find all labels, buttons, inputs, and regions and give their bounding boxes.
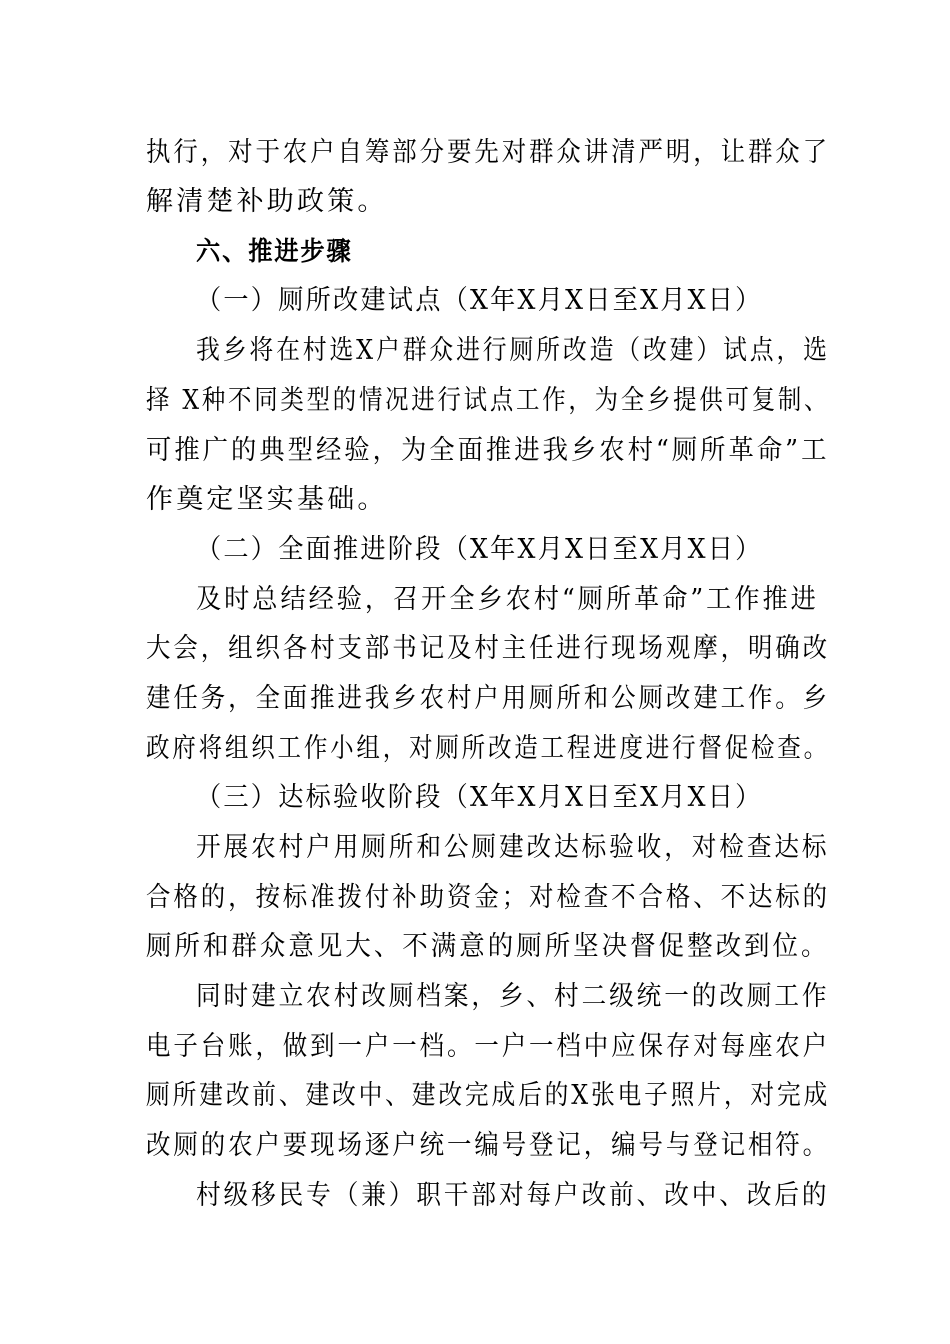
body-text-line: 解清楚补助政策。: [146, 186, 388, 217]
subsection-heading: （二）全面推进阶段（X年X月X日至X月X日）: [196, 534, 763, 565]
body-text-line: 开展农村户用厕所和公厕建改达标验收，对检查达标: [196, 832, 830, 863]
body-text-line: 择 X种不同类型的情况进行试点工作，为全乡提供可复制、: [146, 385, 831, 416]
body-text-line: 村级移民专（兼）职干部对每户改前、改中、改后的: [196, 1180, 830, 1211]
body-text-line: 大会，组织各村支部书记及村主任进行现场观摩，明确改: [146, 633, 831, 664]
body-text-line: 及时总结经验，召开全乡农村“厕所革命”工作推进: [196, 584, 819, 615]
body-text-line: 政府将组织工作小组，对厕所改造工程进度进行督促检查。: [146, 733, 830, 764]
body-text-line: 厕所和群众意见大、不满意的厕所坚决督促整改到位。: [146, 931, 830, 962]
body-text-line: 作奠定坚实基础。: [146, 484, 388, 515]
body-text-line: 电子台账，做到一户一档。一户一档中应保存对每座农户: [146, 1031, 831, 1062]
section-heading: 六、推进步骤: [196, 237, 353, 267]
body-text-line: 改厕的农户要现场逐户统一编号登记，编号与登记相符。: [146, 1130, 831, 1161]
subsection-heading: （三）达标验收阶段（X年X月X日至X月X日）: [196, 782, 763, 813]
body-text-line: 同时建立农村改厕档案，乡、村二级统一的改厕工作: [196, 981, 830, 1012]
body-text-line: 厕所建改前、建改中、建改完成后的X张电子照片，对完成: [146, 1080, 831, 1111]
body-text-line: 我乡将在村选X户群众进行厕所改造（改建）试点，选: [196, 335, 830, 366]
body-text-line: 合格的，按标准拨付补助资金；对检查不合格、不达标的: [146, 882, 831, 913]
subsection-heading: （一）厕所改建试点（X年X月X日至X月X日）: [196, 285, 763, 316]
body-text-line: 建任务，全面推进我乡农村户用厕所和公厕改建工作。乡: [146, 683, 831, 714]
body-text-line: 执行，对于农户自筹部分要先对群众讲清严明，让群众了: [146, 137, 831, 168]
body-text-line: 可推广的典型经验，为全面推进我乡农村“厕所革命”工: [146, 435, 830, 466]
